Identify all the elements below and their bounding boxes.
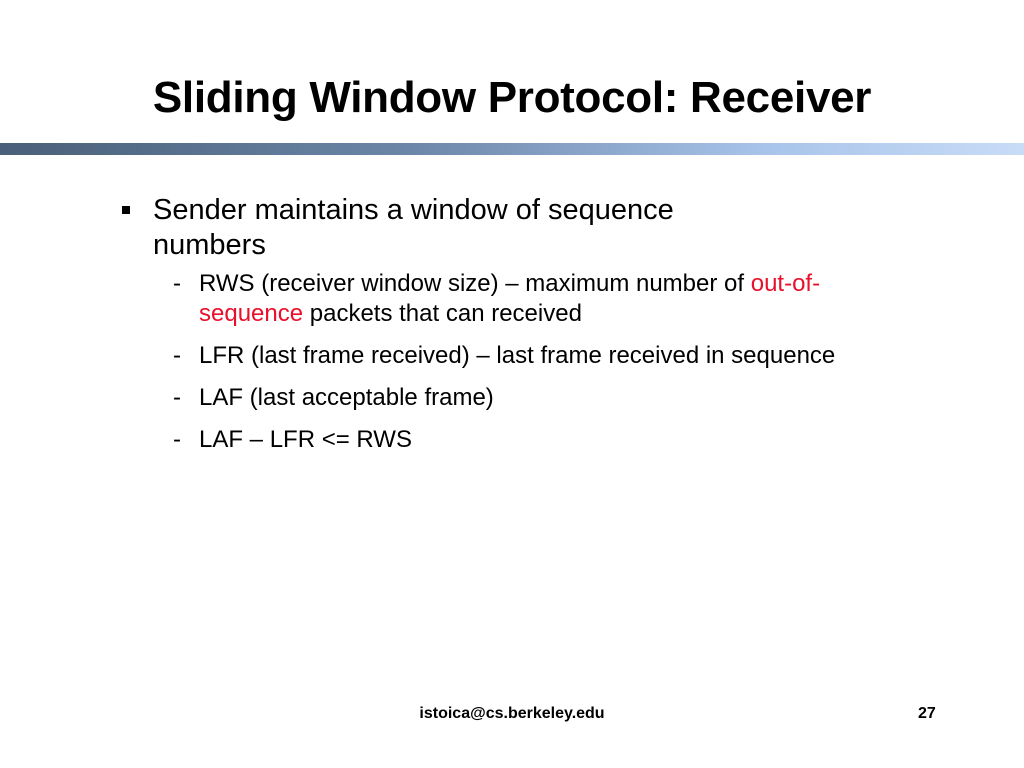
slide-title: Sliding Window Protocol: Receiver: [152, 73, 872, 122]
sub-bullet-text: LFR (last frame received) – last frame received in sequence: [199, 342, 836, 369]
slide-content: [122, 193, 922, 467]
sub-bullet-lfr: [170, 341, 849, 371]
bullet-item: [122, 193, 793, 263]
sub-bullet-inequality: [170, 425, 909, 455]
dash-marker: -: [173, 270, 181, 297]
sub-bullet-rws: [170, 269, 909, 329]
dash-marker: -: [173, 342, 181, 369]
sub-bullet-text: LAF – LFR <= RWS: [199, 426, 412, 453]
dash-marker: -: [173, 384, 181, 411]
sub-bullet-text: LAF (last acceptable frame): [199, 384, 494, 411]
title-divider: [0, 143, 1024, 155]
page-number: 27: [918, 705, 936, 722]
bullet-text: Sender maintains a window of sequence numbers: [153, 194, 674, 261]
highlighted-term: out-of-sequence: [199, 270, 821, 327]
sub-bullet-text-continued: packets that can received: [303, 300, 582, 327]
dash-marker: -: [173, 426, 181, 453]
sub-bullet-laf: [170, 383, 909, 413]
square-bullet-icon: [122, 206, 130, 214]
sub-bullet-list: [122, 269, 922, 455]
sub-bullet-text: RWS (receiver window size) – maximum number of: [199, 270, 751, 297]
footer-email: istoica@cs.berkeley.edu: [419, 705, 605, 722]
